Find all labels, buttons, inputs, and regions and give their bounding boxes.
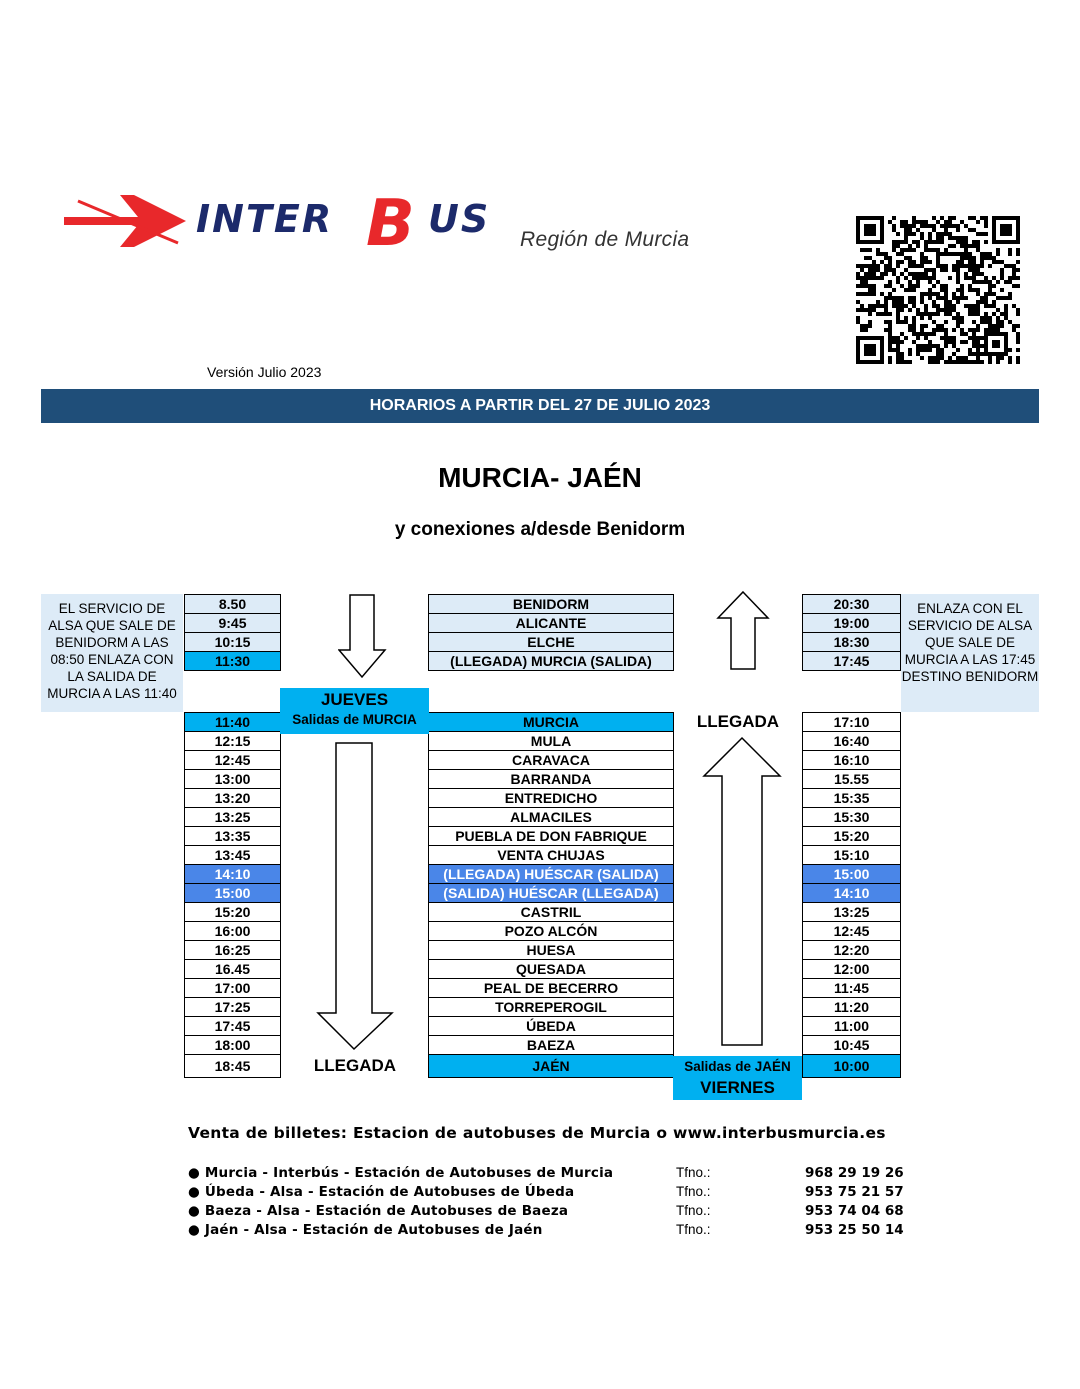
return-time: 15:35	[803, 789, 900, 808]
benidorm-return-time: 18:30	[803, 633, 900, 652]
return-time: 13:25	[803, 903, 900, 922]
route-stop: HUESA	[429, 941, 673, 960]
arrow-down-long-icon	[316, 742, 394, 1052]
outbound-time: 18:00	[185, 1036, 280, 1055]
note-right: ENLAZA CON EL SERVICIO DE ALSA QUE SALE DE MURCIA A LAS 17:45 DESTINO BENIDORM	[901, 594, 1039, 712]
outbound-origin: Salidas de MURCIA	[292, 712, 417, 727]
route-stop: ENTREDICHO	[429, 789, 673, 808]
return-time: 11:00	[803, 1017, 900, 1036]
benidorm-stop: BENIDORM	[429, 595, 673, 614]
outbound-time: 15:00	[185, 884, 280, 903]
arrow-down-icon	[338, 594, 388, 680]
outbound-time: 16.45	[185, 960, 280, 979]
outbound-day-badge	[280, 688, 429, 734]
outbound-day: JUEVES	[320, 690, 389, 709]
route-stop: POZO ALCÓN	[429, 922, 673, 941]
ticket-sales-info: Venta de billetes: Estacion de autobuses de Murcia o www.interbusmurcia.es	[188, 1124, 886, 1142]
return-day-badge	[673, 1056, 802, 1100]
return-arrival-label: LLEGADA	[696, 712, 780, 731]
return-time: 11:45	[803, 979, 900, 998]
interbus-logo	[58, 185, 518, 253]
outbound-time: 12:15	[185, 732, 280, 751]
version-label: Versión Julio 2023	[207, 364, 322, 380]
outbound-time: 18:45	[185, 1055, 280, 1078]
benidorm-return-time: 20:30	[803, 595, 900, 614]
return-origin: Salidas de JAÉN	[684, 1059, 791, 1074]
outbound-time: 17:00	[185, 979, 280, 998]
phone-label: Tfno.:	[676, 1222, 711, 1237]
note-left: EL SERVICIO DE ALSA QUE SALE DE BENIDORM A LAS 08:50 ENLAZA CON LA SALIDA DE MURCIA A LAS 11:40	[41, 594, 183, 712]
phone-label: Tfno.:	[676, 1203, 711, 1218]
route-stop: PEAL DE BECERRO	[429, 979, 673, 998]
benidorm-outbound-time: 10:15	[185, 633, 280, 652]
route-title: MURCIA- JAÉN	[438, 462, 642, 493]
benidorm-stops	[428, 594, 674, 671]
route-stop: MURCIA	[429, 713, 673, 732]
return-time: 12:20	[803, 941, 900, 960]
qr-code-icon[interactable]	[856, 216, 1020, 364]
route-stop: (SALIDA) HUÉSCAR (LLEGADA)	[429, 884, 673, 903]
return-time: 15:20	[803, 827, 900, 846]
return-time: 16:10	[803, 751, 900, 770]
return-time: 15:00	[803, 865, 900, 884]
return-time: 17:10	[803, 713, 900, 732]
outbound-time: 17:25	[185, 998, 280, 1017]
contact-name: ● Úbeda - Alsa - Estación de Autobuses de Úbeda	[188, 1184, 575, 1200]
contact-name: ● Baeza - Alsa - Estación de Autobuses de Baeza	[188, 1203, 569, 1219]
return-time: 10:00	[803, 1055, 900, 1078]
svg-text:B: B	[366, 187, 415, 253]
phone-number[interactable]: 953 25 50 14	[805, 1222, 904, 1238]
route-stop: BARRANDA	[429, 770, 673, 789]
return-time: 12:00	[803, 960, 900, 979]
outbound-time: 17:45	[185, 1017, 280, 1036]
outbound-time: 13:45	[185, 846, 280, 865]
return-time: 10:45	[803, 1036, 900, 1055]
route-stop: VENTA CHUJAS	[429, 846, 673, 865]
outbound-time: 14:10	[185, 865, 280, 884]
outbound-time: 11:40	[185, 713, 280, 732]
arrow-up-icon	[716, 590, 770, 672]
outbound-time: 16:25	[185, 941, 280, 960]
route-stop: BAEZA	[429, 1036, 673, 1055]
outbound-time: 16:00	[185, 922, 280, 941]
contact-name: ● Jaén - Alsa - Estación de Autobuses de Jaén	[188, 1222, 543, 1238]
outbound-time: 13:00	[185, 770, 280, 789]
logo-region-text: Región de Murcia	[520, 228, 690, 251]
return-times	[802, 712, 901, 1078]
route-stop: CASTRIL	[429, 903, 673, 922]
svg-text:INTER: INTER	[196, 197, 334, 241]
outbound-time: 13:20	[185, 789, 280, 808]
outbound-time: 15:20	[185, 903, 280, 922]
benidorm-stop: ELCHE	[429, 633, 673, 652]
benidorm-stop: (LLEGADA) MURCIA (SALIDA)	[429, 652, 673, 671]
outbound-times	[184, 712, 281, 1078]
route-stop: QUESADA	[429, 960, 673, 979]
route-stop: ALMACILES	[429, 808, 673, 827]
route-stop: PUEBLA DE DON FABRIQUE	[429, 827, 673, 846]
benidorm-return-times	[802, 594, 901, 671]
outbound-time: 13:35	[185, 827, 280, 846]
route-stop: JAÉN	[429, 1055, 673, 1078]
route-stop: CARAVACA	[429, 751, 673, 770]
phone-number[interactable]: 968 29 19 26	[805, 1165, 904, 1181]
return-time: 11:20	[803, 998, 900, 1017]
contact-name: ● Murcia - Interbús - Estación de Autobuses de Murcia	[188, 1165, 614, 1181]
route-stop: ÚBEDA	[429, 1017, 673, 1036]
outbound-time: 13:25	[185, 808, 280, 827]
return-time: 16:40	[803, 732, 900, 751]
route-stop: TORREPEROGIL	[429, 998, 673, 1017]
return-time: 15:10	[803, 846, 900, 865]
arrow-up-long-icon	[702, 736, 784, 1048]
benidorm-return-time: 19:00	[803, 614, 900, 633]
outbound-arrival-label: LLEGADA	[313, 1056, 397, 1075]
svg-text:US: US	[428, 197, 491, 241]
benidorm-outbound-time: 9:45	[185, 614, 280, 633]
return-time: 15.55	[803, 770, 900, 789]
return-time: 15:30	[803, 808, 900, 827]
benidorm-outbound-times	[184, 594, 281, 671]
phone-label: Tfno.:	[676, 1165, 711, 1180]
return-day: VIERNES	[700, 1078, 775, 1097]
return-time: 14:10	[803, 884, 900, 903]
benidorm-outbound-time: 8.50	[185, 595, 280, 614]
benidorm-outbound-time: 11:30	[185, 652, 280, 671]
route-stops	[428, 712, 674, 1078]
route-subtitle: y conexiones a/desde Benidorm	[394, 519, 686, 540]
phone-number[interactable]: 953 74 04 68	[805, 1203, 904, 1219]
benidorm-stop: ALICANTE	[429, 614, 673, 633]
benidorm-return-time: 17:45	[803, 652, 900, 671]
route-stop: MULA	[429, 732, 673, 751]
phone-label: Tfno.:	[676, 1184, 711, 1199]
outbound-time: 12:45	[185, 751, 280, 770]
return-time: 12:45	[803, 922, 900, 941]
phone-number[interactable]: 953 75 21 57	[805, 1184, 904, 1200]
route-stop: (LLEGADA) HUÉSCAR (SALIDA)	[429, 865, 673, 884]
schedule-banner: HORARIOS A PARTIR DEL 27 DE JULIO 2023	[41, 389, 1039, 423]
